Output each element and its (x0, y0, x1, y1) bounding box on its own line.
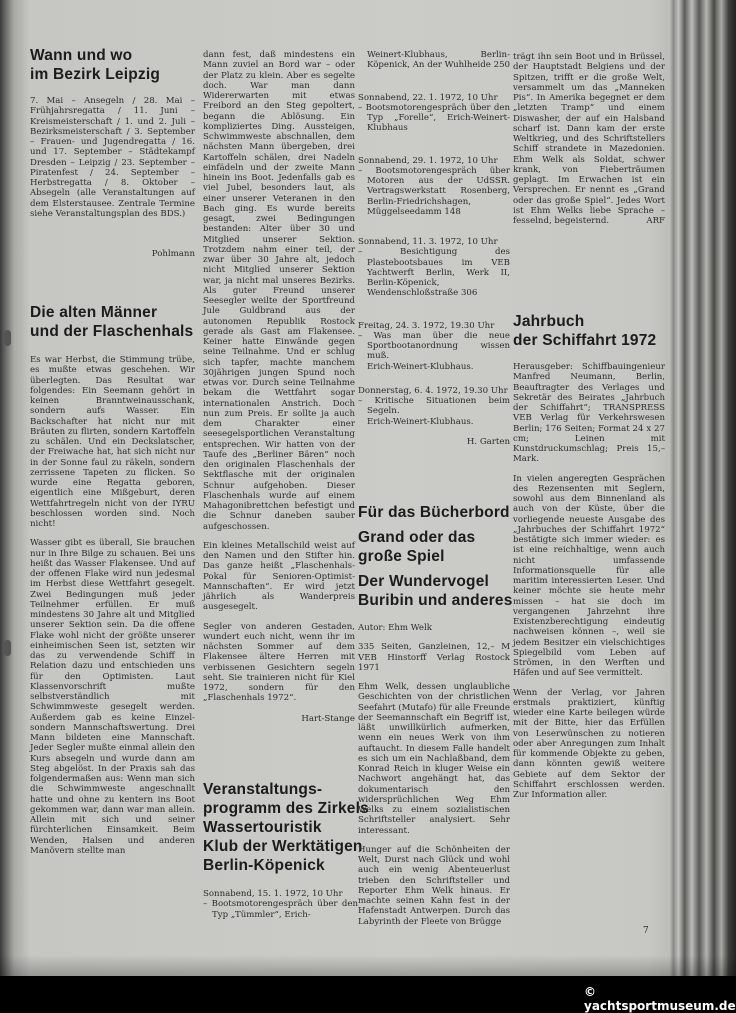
paragraph: dann fest, daß mindestens ein Mann zuviel an Bord war – oder der Platz zu klein. Aber es segelte doch. War man dann Widererwarten mit etwas Freibord an den Steg gepoltert, begann die Ablösung. Ein kompliziertes Ding. Aussteigen, Schwimmweste abschnallen, dem nächsten Mann übergeben, drei Kartoffeln schälen, drei Nadeln einfädeln und der zweite Mann hinein ins Boot. Jedenfalls gab es viel Jubel, besonders laut, als einer unserer Veteranen in den Bach ging. Es wurde bereits gesagt, zwei Bedingungen bestanden: Alter über 30 und Mitglied unserer Sektion. Trotzdem nahm einer teil, der zwar über 30 Jahre alt, jedoch nicht Mitglied unserer Sektion war, ja nicht mal unseres Bezirks. Als guter Freund unserer Seesegler weilte der Sportfreund Jule Guldbrand aus der autonomen Republik Rostock gerade als Gast am Flakensee. Keiner hatte Einwände gegen seine Teilnahme. Und er schlug sich tapfer, machte manchem 30jährigen jungen Spund noch etwas vor. Durch seine Teilnahme bekam die Wettfahrt sogar internationalen Anstrich. Doch nun zum Preis. Er sollte ja auch dem Charakter einer seesegelsportlichen Veranstaltung entsprechen. Wir hatten von der Taufe des „Berliner Bären“ noch den originalen Flaschenhals der Sektflasche mit der originalen Schnur aufgehoben. Dieser Flaschenhals wurde auf einem Mahagonibrettchen befestigt und die Schnur daneben sauber aufgeschossen. (203, 50, 355, 532)
title-line: Jahrbuch (513, 313, 585, 330)
event-item (358, 386, 510, 427)
paragraph: Segler von anderen Gestaden, wundert euch nicht, wenn ihr im nächsten Sommer auf dem Flakensee ältere Herren mit verbissenen Gesichtern segeln seht. Sie trainieren nicht für Kiel 1972, sondern für den „Flaschenhals 1972“. (203, 621, 355, 704)
event-item (358, 156, 510, 218)
paragraph: trägt ihn sein Boot und in Brüssel, der Hauptstadt Belgiens und der Spitzen, trifft er die große Welt, versammelt um das „Manneken Pis“. In Amerika begegnet er dem „letzten Tramp“ und einem Diswasher, der auf ein Halsband scharf ist. Dann kam der erste Weltkrieg, und des Schriftstellers Schiff strandete in Mazedonien. Ehm Welk als Soldat, schwer krank, von Fieberträumen geplagt. Im Erwachen ist ein Versprechen. Er nennt es „Grand oder das große Spiel“. Jedes Wort ist Ehm Welks liebe Sprache – fesselnd, begeisternd. (513, 52, 665, 226)
event-date: Sonnabend, 22. 1. 1972, 10 Uhr (358, 92, 498, 103)
article-programm-continued (358, 50, 510, 447)
title-line: Wassertouristik (203, 819, 322, 836)
title-line: der Schiffahrt 1972 (513, 332, 657, 349)
title-line: Veranstaltungs- (203, 781, 323, 798)
event-item (203, 889, 358, 920)
article-title (30, 303, 195, 341)
event-dates-text: 7. Mai – Ansegeln / 28. Mai – Frühjahrsregatta / 11. Juni – Kreismeisterschaft / 1. und 2. Juli – Bezirksmeisterschaft / 3. September – Frauen- und Jugendregatta / 16. und 17. September – Städtekampf Dresden – Leipzig / 23. September – Piratenfest / 24. September – Herbstregatta / 8. Oktober – Absegeln (alle Veranstaltungen auf dem Elsterstausee. Zentrale Termine siehe Veranstaltungsplan des BDS.) (30, 96, 195, 219)
event-date: Sonnabend, 11. 3. 1972, 10 Uhr (358, 237, 498, 247)
paragraph: Wasser gibt es überall, Sie brauchen nur in Ihre Bilge zu schauen. Bei uns heißt das Wasser Flakensee. Und auf der offenen Flake wird nun jedesmal im Herbst diese Wettfahrt gesegelt. Zwei Bedingungen muß jeder Teilnehmer erfüllen. Er muß mindestens 30 Jahre alt und Mitglied unserer Sektion sein. Da die offene Flake wohl nicht der größte unserer einheimischen Seen ist, setzten wir das zu verwendende Schiff in Relation dazu und entschieden uns für den Optimisten. Laut Klassenvorschrift mußte selbstverständlich mit Schwimmweste gesegelt werden. Außerdem gab es keine Einzel- sondern Mannschaftswertung. Drei Mann bildeten eine Mannschaft. Jeder Segler mußte einmal allein den Kurs absegeln und wurde dann am Steg abgelöst. In der Praxis sah das folgendermaßen aus: Wenn man sich die Schwimmweste angeschnallt hatte und ohne zu kentern ins Boot gekommen war, dann war man allein. Allein mit sich und seiner fürchterlichen Einsamkeit. Beim Wenden, Halsen und anderen Manövern stellte man (30, 538, 195, 856)
author: H. Garten (466, 436, 510, 447)
article-flaschenhals-continued (203, 50, 355, 724)
paragraph: Ehm Welk, dessen unglaubliche Geschichten von der christlichen Seefahrt (Mutafo) für alle Freunde der Seemannschaft ein Begriff ist, läßt unwillkürlich aufmerken, wenn ein neues Werk von ihm auftaucht. In diesem Falle handelt es sich um ein Nachlaßband, dem Konrad Reich in kluger Weise ein Nachwort angehängt hat, das dokumentarisch den widersprüchlichen Weg Ehm Welks zu einem sozialistischen Schriftsteller analysiert. Sehr interessant. (358, 682, 510, 836)
event-description: – Bootsmotorengespräch über Motoren aus der UdSSR. Vertragswerkstatt Rosenberg, Berlin-Friedrichshagen, Müggelseedamm 148 (358, 165, 510, 217)
event-description: – Besichtigung des Plastebootsbaues im VEB Yachtwerft Berlin, Werk II, Berlin-Köpenick, Wendenschloßstraße 306 (358, 247, 510, 299)
binding-hole (4, 330, 11, 346)
title-line: Berlin-Köpenick (203, 857, 325, 874)
title-line: Klub der Werktätigen (203, 838, 363, 855)
paragraph: Ein kleines Metallschild weist auf den Namen und den Stifter hin. Das ganze heißt „Flaschenhals-Pokal für Senioren-Optimist-Mannschaften“. Er wird jetzt jährlich als Wanderpreis ausgesegelt. (203, 540, 355, 613)
event-description: – Kritische Situationen beim Segeln. (358, 396, 510, 417)
paragraph: Wenn der Verlag, vor Jahren erstmals praktiziert, künftig wieder eine Karte beilegen würde mit der Bitte, hier das Erfüllen von Leserwünschen zu notieren oder aber Anregungen zum Inhalt für kommende Objekte zu geben, dann könnten gewiß weitere Gebiete auf dem Sektor der Schiffahrt erschlossen werden. Zur Information aller. (513, 687, 665, 800)
article-buch-continued (513, 52, 665, 227)
event-item (358, 50, 510, 71)
article-subtitle (358, 572, 513, 610)
subtitle-line: Der Wundervogel (358, 573, 490, 590)
article-title (203, 780, 369, 875)
event-item (358, 321, 510, 372)
title-line: Wann und wo (30, 47, 133, 64)
event-location: Weinert-Klubhaus, Berlin-Köpenick, An der Wuhlheide 250 (367, 50, 511, 71)
paragraph: In vielen angeregten Gesprächen des Rezensenten mit Seglern, sowohl aus dem Binnenland als auch von der Küste, über die vorliegende neueste Ausgabe des „Jahrbuches der Schiffahrt 1972“ bestätigte sich immer wieder: es ist eine reichhaltige, wenn auch nicht umfassende Informationsquelle für alle maritim interessierten Leser. Und keiner möchte sie heute mehr missen – hat sie doch im vergangenen Jahrzehnt ihre Existenzberechtigung eindeutig nachweisen können –, weil sie jedem Besitzer ein vielschichtiges Spiegelbild vom Leben auf Strömen, in den Werften und Häfen und auf See vermittelt. (513, 473, 665, 679)
event-item (358, 237, 510, 299)
watermark: © yachtsportmuseum.de (584, 985, 736, 1013)
event-item (358, 93, 510, 134)
event-description: – Bootsmotorengespräch über den Typ „Forelle“, Erich-Weinert-Klubhaus (358, 102, 510, 134)
author: Hart-Stange (301, 713, 355, 724)
book-info: 335 Seiten, Ganzleinen, 12,– M VEB Hinstorff Verlag Rostock 1971 (358, 642, 510, 673)
binding-hole (4, 640, 11, 656)
author: ARF (646, 216, 665, 227)
article-programm (203, 780, 369, 930)
article-title (30, 46, 195, 84)
title-line: und der Flaschenhals (30, 323, 194, 340)
page-shadow (0, 955, 736, 977)
article-title (513, 312, 665, 350)
book-author: Autor: Ehm Welk (358, 623, 432, 633)
event-description: – Was man über die neue Sportbootanordnung wissen muß. (358, 330, 510, 362)
article-leipzig (30, 46, 195, 259)
article-title (358, 528, 510, 566)
event-date: Sonnabend, 15. 1. 1972, 10 Uhr (203, 889, 343, 899)
event-description: – Bootsmotorengespräch über den Typ „Tümmler“, Erich- (203, 899, 358, 920)
event-date: Donnerstag, 6. 4. 1972, 19.30 Uhr (358, 385, 508, 396)
article-jahrbuch (513, 312, 665, 800)
article-flaschenhals (30, 303, 195, 856)
author: Pohlmann (151, 249, 195, 259)
event-date: Freitag, 24. 3. 1972, 19.30 Uhr (358, 320, 495, 331)
title-line: Grand oder das (358, 529, 476, 546)
event-location: Erich-Weinert-Klubhaus. (367, 361, 474, 372)
paragraph: Hunger auf die Schönheiten der Welt, Durst nach Glück und wohl auch ein wenig Abenteuerlust trieben den Schriftsteller und Reporter Ehm Welk hinaus. Er machte seinen Kahn fest in der Hafenstadt Antwerpen. Durch das Labyrinth der Fleete von Brügge (358, 844, 510, 927)
subtitle-line: Buribin und anderes (358, 592, 513, 609)
article-buch (358, 503, 513, 927)
event-location: Erich-Weinert-Klubhaus. (367, 416, 474, 427)
paragraph: Es war Herbst, die Stimmung trübe, es mußte etwas geschehen. Wir überlegten. Das Resultat war folgendes: Ein Seemann gehört in keinen Branntweinausschank, sondern aufs Wasser. Ein Backschafter hat nicht nur mit Bräuten zu flirten, sondern Kartoffeln zu schälen. Und ein Deckslatscher, der Freiwache hat, hat sich nicht nur in der Sonne faul zu räkeln, sondern zerrissene Tapeten zu flicken. So wurde eine Regatta geboren, eigentlich eine Mißgeburt, deren Wettfahrtregeln nicht von der IYRU beschlossen worden sind. Noch nicht! (30, 355, 195, 529)
title-line: programm des Zirkels (203, 800, 369, 817)
title-line: große Spiel (358, 548, 445, 565)
page-number: 7 (643, 926, 649, 936)
event-date: Sonnabend, 29. 1. 1972, 10 Uhr (358, 155, 498, 166)
section-kicker: Für das Bücherbord (358, 504, 510, 521)
title-line: im Bezirk Leipzig (30, 66, 161, 83)
book-info: Herausgeber: Schiffbauingenieur Manfred Neumann, Berlin, Beauftragter des Verlages und Sekretär des Beirates „Jahrbuch der Schiffahrt“; TRANSPRESS VEB Verlag für Verkehrswesen Berlin; 176 Seiten; Format 24 x 27 cm; Leinen mit Kunstdruckumschlag; Preis 15,– Mark. (513, 362, 665, 465)
title-line: Die alten Männer (30, 304, 158, 321)
